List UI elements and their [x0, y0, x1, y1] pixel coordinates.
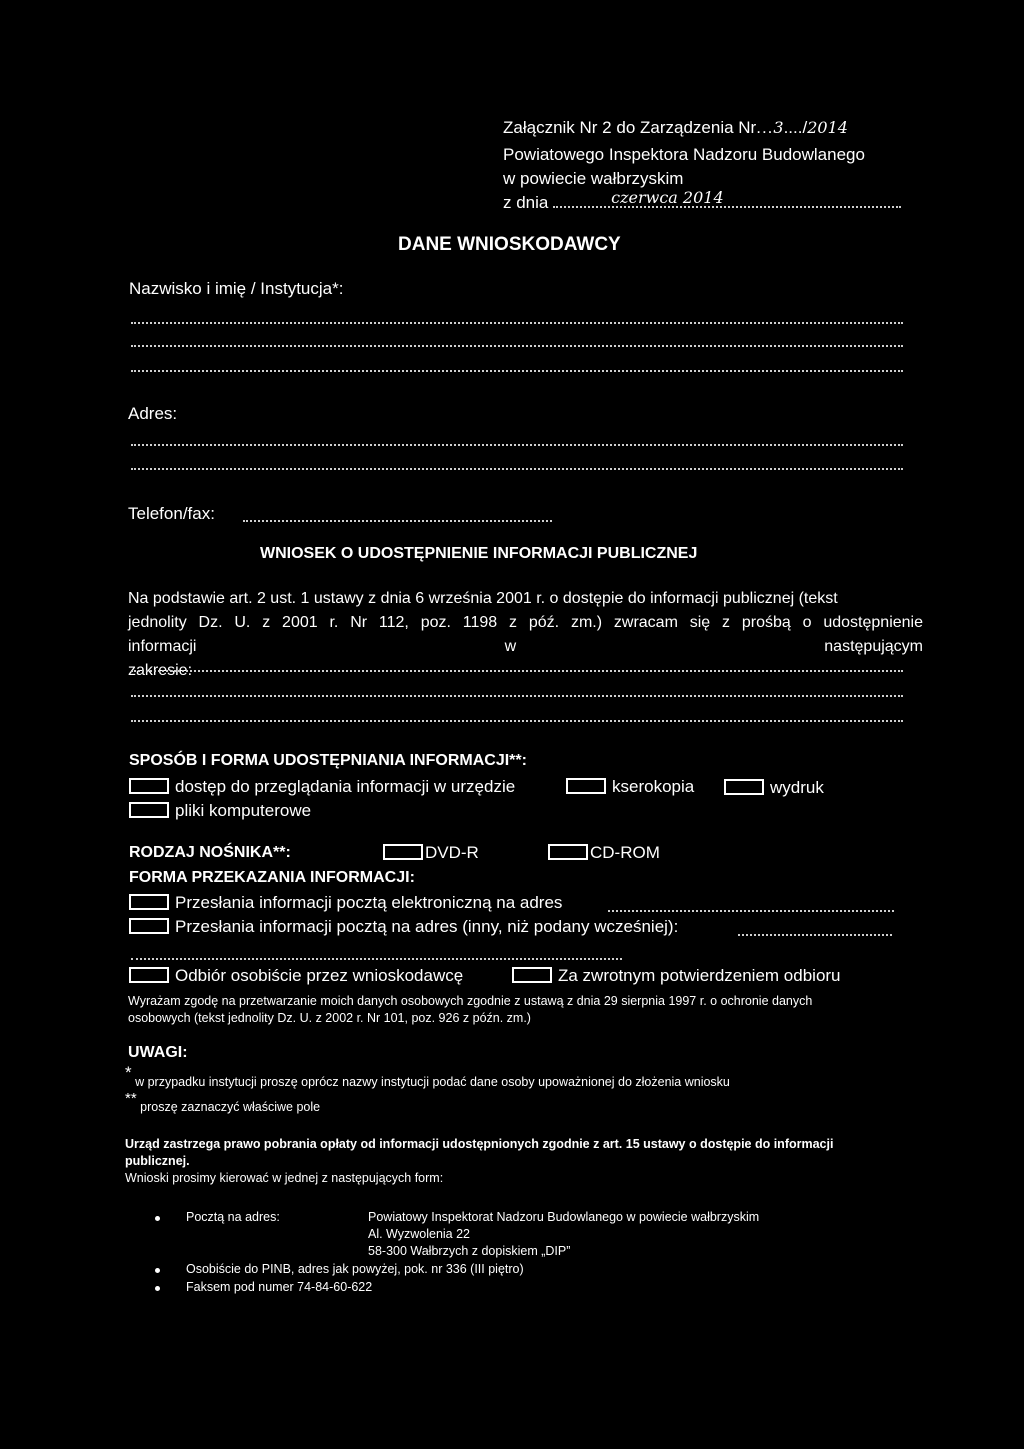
checkbox-files[interactable]: [129, 802, 169, 818]
request-body-line-1: Na podstawie art. 2 ust. 1 ustawy z dnia 6 września 2001 r. o dostępie do informacji publicznej (tekst: [128, 590, 838, 607]
attachment-line: Załącznik Nr 2 do Zarządzenia Nr...3..../2014: [503, 118, 848, 137]
consent-line-1: Wyrażam zgodę na przetwarzanie moich danych osobowych zgodnie z ustawą z dnia 29 sierpnia 1997 r. o ochronie danych: [128, 994, 813, 1008]
note-asterisk: * w przypadku instytucji proszę oprócz nazwy instytucji podać dane osoby upoważnionej do złożenia wniosku: [125, 1063, 730, 1089]
checkbox-pickup[interactable]: [129, 967, 169, 983]
checkbox-view[interactable]: [129, 778, 169, 794]
mail-address-line-2: Al. Wyzwolenia 22: [368, 1227, 471, 1241]
method-option-files[interactable]: pliki komputerowe: [129, 801, 311, 821]
name-field-line-3[interactable]: [131, 370, 903, 372]
bullet-icon: [155, 1216, 160, 1221]
name-field-line-1[interactable]: [131, 322, 903, 324]
applicant-section-title: DANE WNIOSKODAWCY: [398, 234, 621, 255]
post-address-field-line-2[interactable]: [131, 958, 622, 960]
media-option-cd[interactable]: CD-ROM: [548, 843, 660, 863]
scope-field-line-3[interactable]: [131, 720, 903, 722]
attachment-date-line: z dnia czerwca 2014: [503, 191, 901, 215]
checkbox-post[interactable]: [129, 918, 169, 934]
note-double-asterisk: ** proszę zaznaczyć właściwe pole: [125, 1090, 321, 1114]
email-field-line[interactable]: [608, 910, 894, 912]
attachment-county: w powiecie wałbrzyskim: [503, 169, 684, 188]
fax-option: Faksem pod numer 74-84-60-622: [186, 1280, 373, 1294]
scope-field-line-1[interactable]: [131, 670, 903, 672]
handwritten-year: 2014: [807, 118, 848, 137]
mail-label: Pocztą na adres:: [186, 1210, 280, 1224]
attachment-issuer: Powiatowego Inspektora Nadzoru Budowlanego: [503, 145, 865, 164]
checkbox-email[interactable]: [129, 894, 169, 910]
in-person-option: Osobiście do PINB, adres jak powyżej, pok. nr 336 (III piętro): [186, 1262, 524, 1276]
checkbox-return-receipt[interactable]: [512, 967, 552, 983]
bullet-icon: [155, 1286, 160, 1291]
request-title: WNIOSEK O UDOSTĘPNIENIE INFORMACJI PUBLICZNEJ: [260, 545, 698, 562]
bullet-icon: [155, 1268, 160, 1273]
handwritten-number: 3: [773, 118, 784, 137]
fee-line-1: Urząd zastrzega prawo pobrania opłaty od informacji udostępnionych zgodnie z art. 15 ustawy o dostępie do informacji: [125, 1137, 834, 1151]
request-body-line-2: jednolity Dz. U. z 2001 r. Nr 112, poz. 1198 z póź. zm.) zwracam się z prośbą o udostępnienie: [128, 614, 923, 631]
notes-title: UWAGI:: [128, 1044, 188, 1061]
delivery-option-post[interactable]: Przesłania informacji pocztą na adres (inny, niż podany wcześniej):: [129, 917, 678, 937]
delivery-option-pickup[interactable]: Odbiór osobiście przez wnioskodawcę: [129, 966, 463, 986]
delivery-option-return-receipt[interactable]: Za zwrotnym potwierdzeniem odbioru: [512, 966, 841, 986]
method-option-view[interactable]: dostęp do przeglądania informacji w urzędzie: [129, 777, 515, 797]
phone-label: Telefon/fax:: [128, 504, 215, 523]
fee-line-2: publicznej.: [125, 1154, 190, 1168]
name-field-line-2[interactable]: [131, 345, 903, 347]
mail-address-line-3: 58-300 Wałbrzych z dopiskiem „DIP”: [368, 1244, 571, 1258]
post-address-field-line-1[interactable]: [738, 934, 892, 936]
checkbox-copy[interactable]: [566, 778, 606, 794]
media-option-dvd[interactable]: DVD-R: [383, 843, 479, 863]
checkbox-print[interactable]: [724, 779, 764, 795]
method-option-print[interactable]: wydruk: [724, 778, 824, 798]
name-label: Nazwisko i imię / Instytucja*:: [129, 279, 344, 298]
method-title: SPOSÓB I FORMA UDOSTĘPNIANIA INFORMACJI**:: [129, 752, 527, 769]
submission-forms-intro: Wnioski prosimy kierować w jednej z następujących form:: [125, 1171, 444, 1185]
method-option-copy[interactable]: kserokopia: [566, 777, 694, 797]
mail-address-line-1: Powiatowy Inspektorat Nadzoru Budowlanego w powiecie wałbrzyskim: [368, 1210, 760, 1224]
handwritten-date: czerwca 2014: [611, 188, 724, 207]
scope-field-line-2[interactable]: [131, 695, 903, 697]
phone-field-line[interactable]: [243, 520, 552, 522]
checkbox-cd[interactable]: [548, 844, 588, 860]
checkbox-dvd[interactable]: [383, 844, 423, 860]
consent-line-2: osobowych (tekst jednolity Dz. U. z 2002 r. Nr 101, poz. 926 z późn. zm.): [128, 1011, 531, 1025]
request-body-line-3: informacji w następującym zakresie:: [128, 638, 923, 679]
address-field-line-2[interactable]: [131, 468, 903, 470]
address-field-line-1[interactable]: [131, 444, 903, 446]
media-title: RODZAJ NOŚNIKA**:: [129, 844, 291, 861]
delivery-title: FORMA PRZEKAZANIA INFORMACJI:: [129, 869, 415, 886]
address-label: Adres:: [128, 404, 178, 423]
delivery-option-email[interactable]: Przesłania informacji pocztą elektroniczną na adres: [129, 893, 562, 913]
